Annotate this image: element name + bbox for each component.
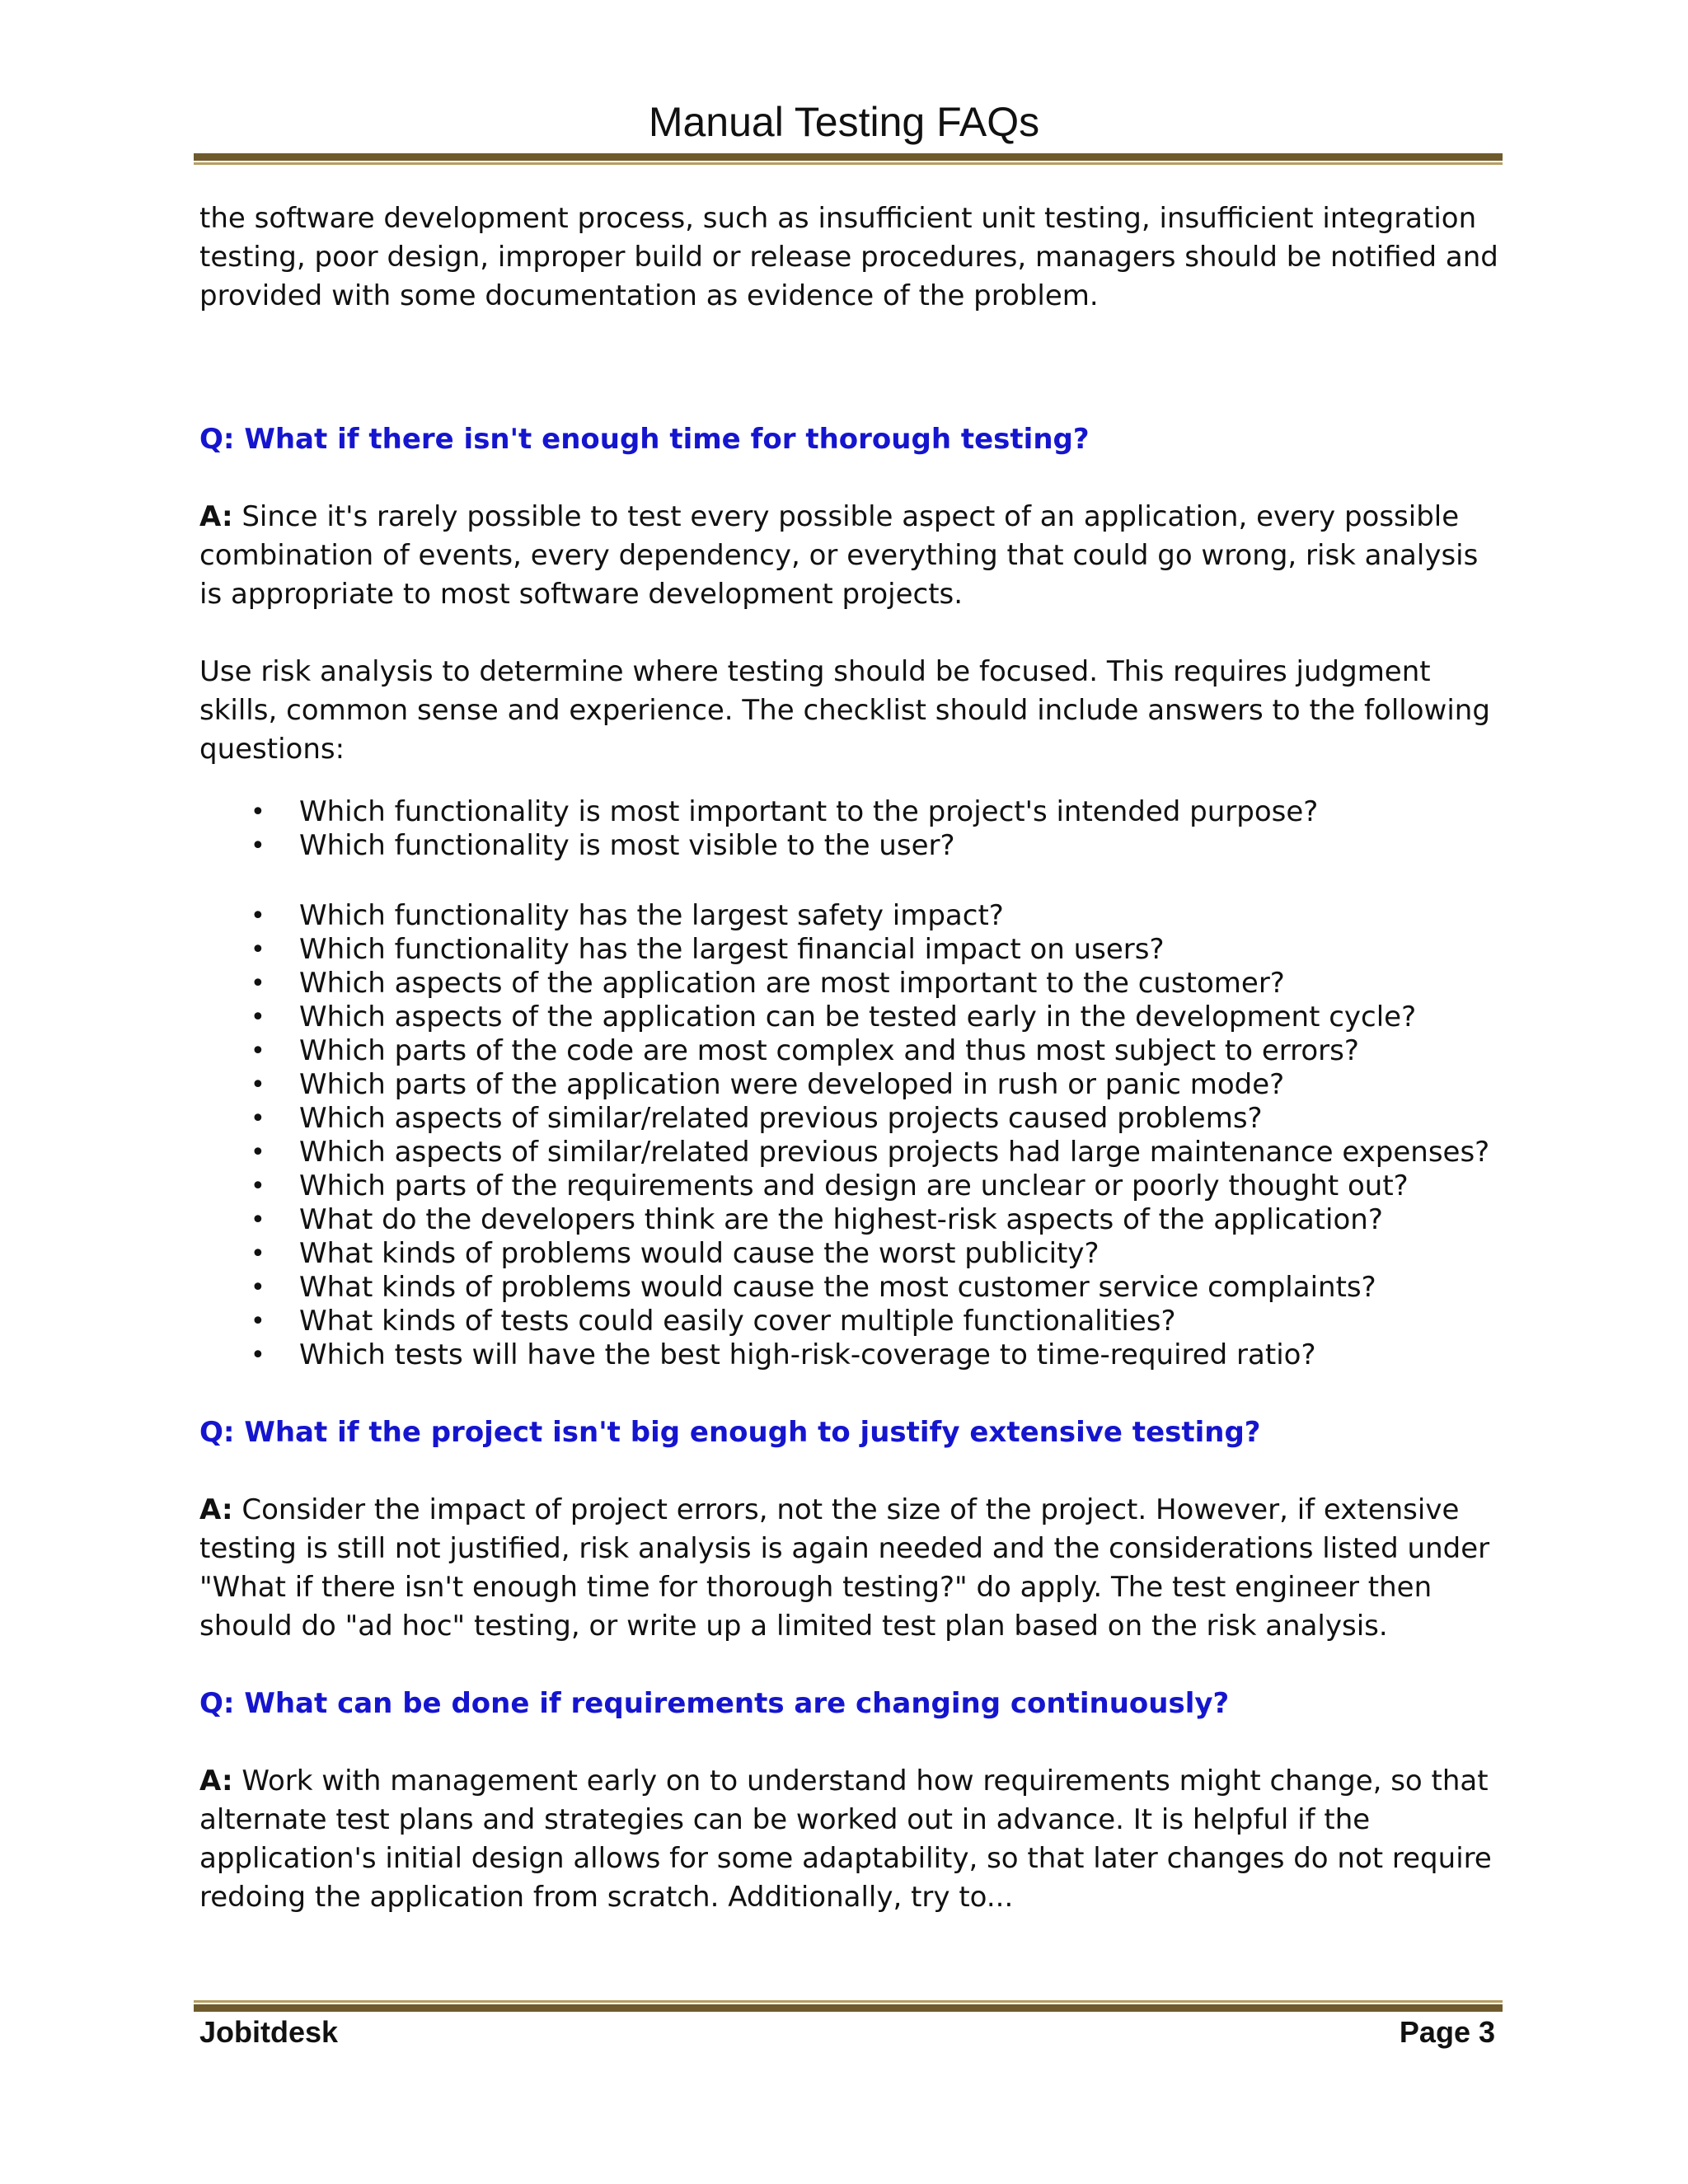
- bullet-icon: •: [251, 1206, 265, 1235]
- bullet-icon: •: [251, 1240, 265, 1268]
- question-heading: Q: What if there isn't enough time for thorough testing?: [199, 423, 1090, 456]
- followup-paragraph: Use risk analysis to determine where testing should be focused. This requires judgment skills, common sense and experience. The checklist should include answers to the following questions:: [199, 655, 1490, 766]
- list-item: • Which aspects of the application can be tested early in the development cycle?: [251, 1001, 1417, 1033]
- answer-text: Work with management early on to understand how requirements might change, so that alternate test plans and strategies can be worked out in advance. It is helpful if the application's initial design allows for some adaptability, so that later changes do not require redoing the application from scratch. Additionally, try to...: [199, 1765, 1492, 1914]
- question-heading: Q: What if the project isn't big enough to justify extensive testing?: [199, 1416, 1261, 1449]
- list-item: • Which aspects of similar/related previous projects had large maintenance expenses?: [251, 1136, 1490, 1169]
- question-heading: Q: What can be done if requirements are changing continuously?: [199, 1687, 1230, 1720]
- list-item: • Which parts of the code are most complex and thus most subject to errors?: [251, 1034, 1359, 1067]
- answer-label: A:: [199, 500, 233, 533]
- list-item: • What kinds of problems would cause the most customer service complaints?: [251, 1271, 1376, 1304]
- answer-paragraph: [199, 1491, 1502, 1646]
- page-title: Manual Testing FAQs: [648, 99, 1040, 145]
- list-item: • Which aspects of similar/related previous projects caused problems?: [251, 1102, 1263, 1135]
- bullet-icon: •: [251, 832, 265, 860]
- intro-paragraph: the software development process, such as insufficient unit testing, insufficient integration testing, poor design, improper build or release procedures, managers should be notified and provided with some documentation as evidence of the problem.: [199, 202, 1498, 312]
- bullet-icon: •: [251, 1071, 265, 1099]
- answer-label: A:: [199, 1493, 233, 1526]
- answer-text: Since it's rarely possible to test every possible aspect of an application, every possible combination of events, every dependency, or everything that could go wrong, risk analysis is appropriate to most software development projects.: [199, 500, 1479, 611]
- list-item: • Which parts of the requirements and design are unclear or poorly thought out?: [251, 1169, 1409, 1202]
- footer-brand: Jobitdesk: [199, 2015, 339, 2049]
- bullet-icon: •: [251, 1307, 265, 1336]
- bullet-icon: •: [251, 935, 265, 964]
- bullet-icon: •: [251, 1341, 265, 1370]
- bullet-icon: •: [251, 1104, 265, 1133]
- page-content: [199, 199, 1502, 1917]
- footer-rule-thin: [194, 2000, 1503, 2003]
- bullet-icon: •: [251, 1138, 265, 1167]
- bullet-icon: •: [251, 1003, 265, 1032]
- list-item: • Which aspects of the application are most important to the customer?: [251, 967, 1285, 1000]
- header-rule: [194, 153, 1503, 161]
- list-item: • What kinds of tests could easily cover multiple functionalities?: [251, 1305, 1176, 1338]
- answer-paragraph: [199, 498, 1502, 614]
- bullet-icon: •: [251, 1172, 265, 1201]
- list-item: • What do the developers think are the highest-risk aspects of the application?: [251, 1203, 1383, 1236]
- list-item: • Which functionality is most important to the project's intended purpose?: [251, 795, 1319, 828]
- header-rule-thin: [194, 162, 1503, 165]
- list-item: • Which parts of the application were developed in rush or panic mode?: [251, 1068, 1285, 1101]
- page-number: Page 3: [1399, 2015, 1495, 2049]
- list-item: • Which functionality has the largest safety impact?: [251, 899, 1004, 932]
- answer-text: Consider the impact of project errors, not the size of the project. However, if extensive testing is still not justified, risk analysis is again needed and the considerations listed under "What if there isn't enough time for thorough testing?" do apply. The test engineer then should do "ad hoc" testing, or write up a limited test plan based on the risk analysis.: [199, 1493, 1490, 1643]
- list-item: • Which functionality is most visible to the user?: [251, 829, 955, 862]
- answer-paragraph: [199, 1762, 1502, 1917]
- answer-label: A:: [199, 1765, 233, 1797]
- list-item: • Which functionality has the largest financial impact on users?: [251, 933, 1165, 966]
- list-item: • Which tests will have the best high-risk-coverage to time-required ratio?: [251, 1338, 1316, 1371]
- checklist-group-2: [199, 899, 1502, 1372]
- checklist-group-1: [199, 795, 1502, 863]
- bullet-icon: •: [251, 1037, 265, 1066]
- bullet-icon: •: [251, 798, 265, 827]
- list-item: • What kinds of problems would cause the worst publicity?: [251, 1237, 1100, 1270]
- bullet-icon: •: [251, 1273, 265, 1302]
- footer-rule: [194, 2004, 1503, 2012]
- bullet-icon: •: [251, 969, 265, 998]
- bullet-icon: •: [251, 902, 265, 930]
